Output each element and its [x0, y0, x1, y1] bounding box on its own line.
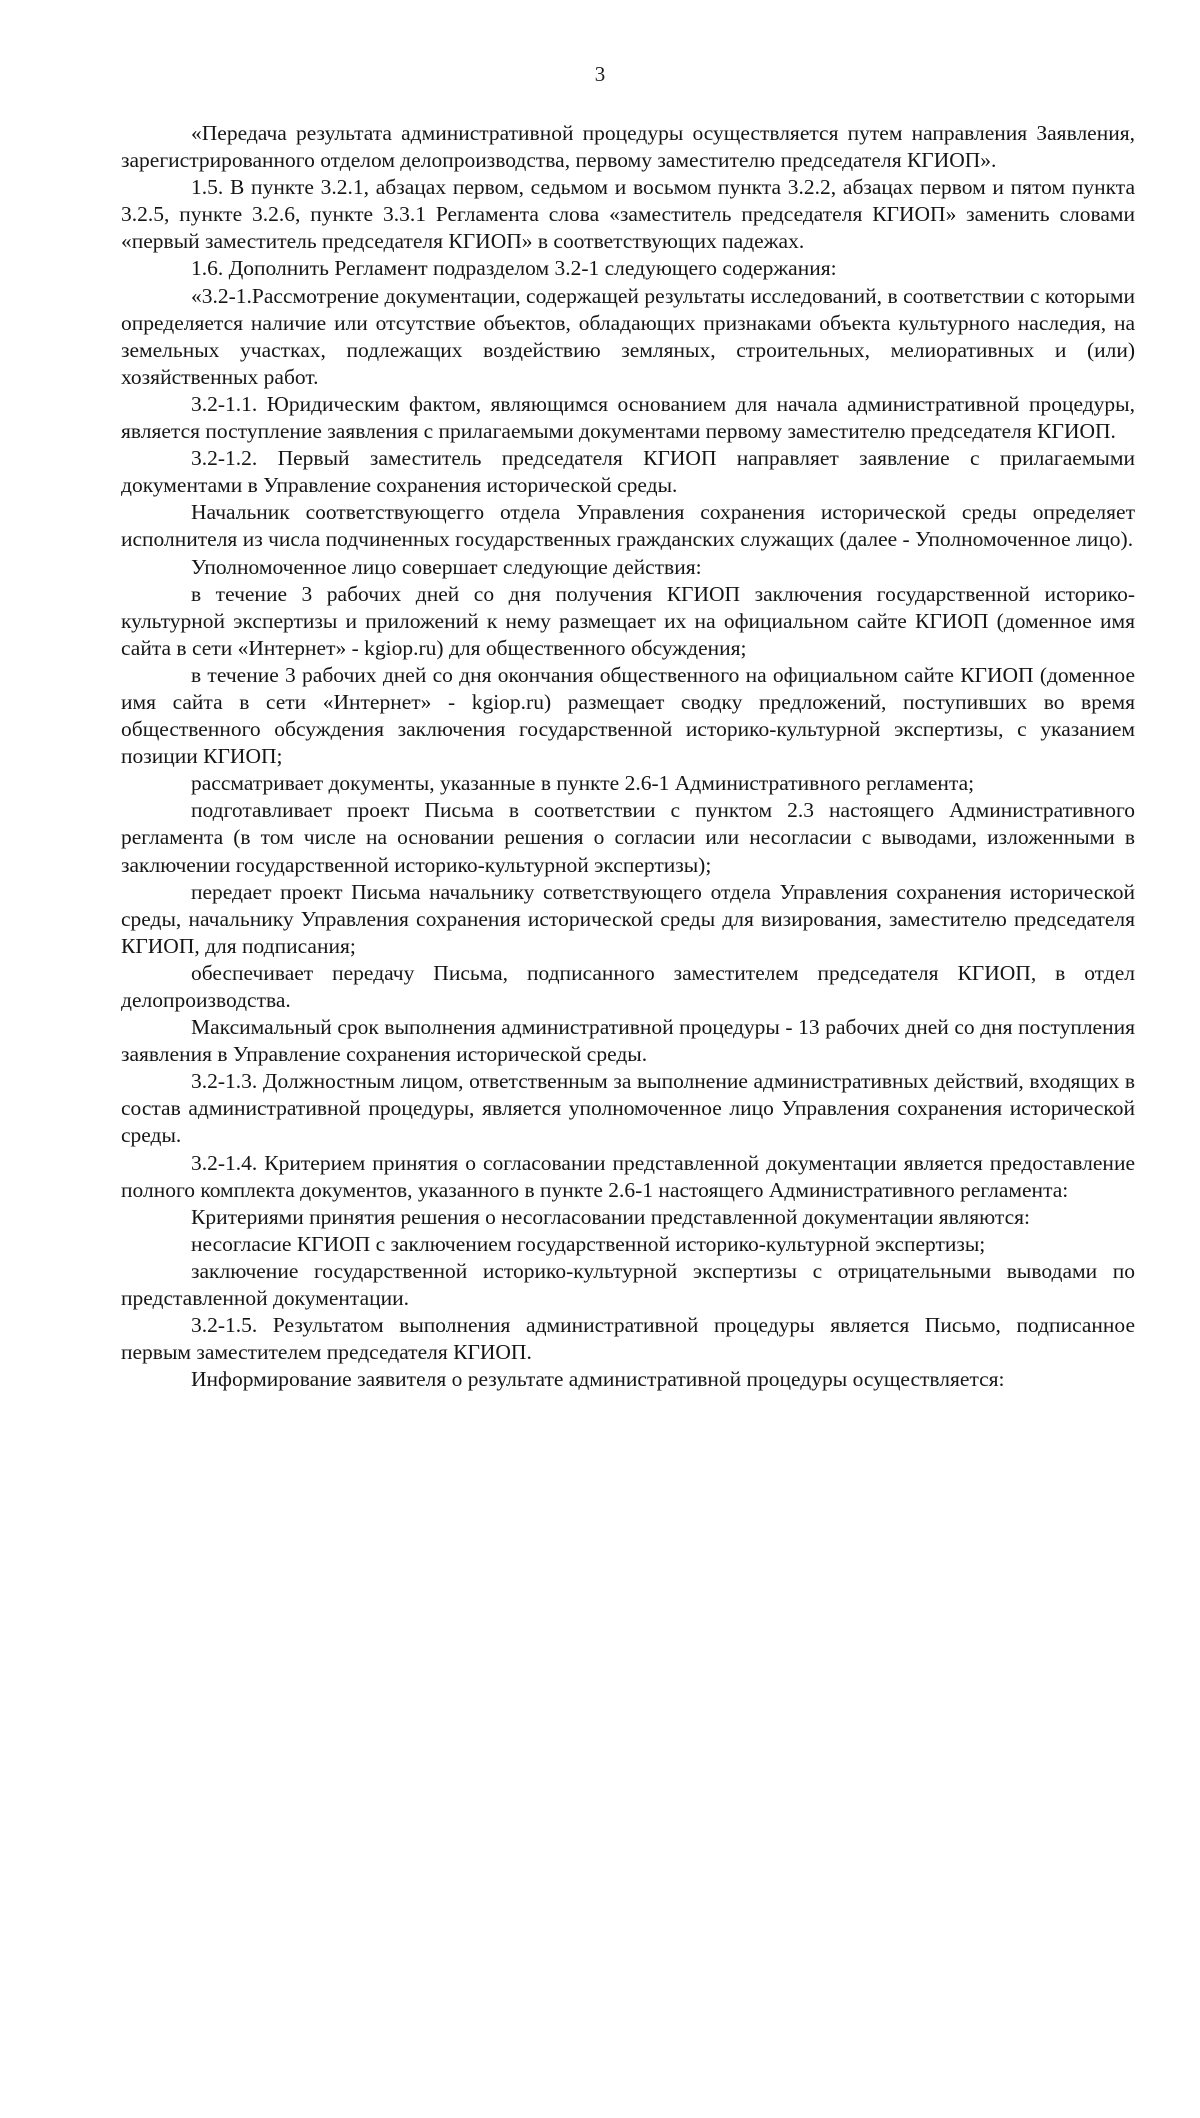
paragraph-1-6: 1.6. Дополнить Регламент подразделом 3.2-1 следующего содержания:: [191, 256, 837, 281]
paragraph-action-ensure-transfer: обеспечивает передачу Письма, подписанного заместителем председателя КГИОП, в отдел делопроизводства.: [121, 960, 1135, 1012]
paragraph-action-publish-summary: в течение 3 рабочих дней со дня окончания общественного на официальном сайте КГИОП (доменное имя сайта в сети «Интернет» - kgiop.ru) размещает сводку предложений, поступивших во время общественного обсуждения заключения государственной историко-культурной экспертизы, с указанием позиции КГИОП;: [121, 662, 1135, 769]
paragraph-department-head: Начальник соответствующегго отдела Управления сохранения исторической среды определяет исполнителя из числа подчиненных государственных гражданских служащих (далее - Уполномоченное лицо).: [121, 500, 1135, 552]
paragraph-3-2-1-4: 3.2-1.4. Критерием принятия о согласовании представленной документации является предоставление полного комплекта документов, указанного в пункте 2.6-1 настоящего Административного регламента:: [121, 1150, 1135, 1202]
paragraph-disagreement-criteria: Критериями принятия решения о несогласовании представленной документации являются:: [191, 1204, 1030, 1229]
paragraph-criterion-negative-conclusion: заключение государственной историко-культурной экспертизы с отрицательными выводами по представленной документации.: [121, 1258, 1135, 1311]
paragraph-3-2-1-2: 3.2-1.2. Первый заместитель председателя КГИОП направляет заявление с прилагаемыми документами в Управление сохранения исторической среды.: [121, 446, 1135, 498]
paragraph-action-review-documents: рассматривает документы, указанные в пункте 2.6-1 Административного регламента;: [191, 771, 975, 796]
paragraph-criterion-disagreement: несогласие КГИОП с заключением государственной историко-культурной экспертизы;: [191, 1231, 986, 1256]
paragraph-3-2-1-1: 3.2-1.1. Юридическим фактом, являющимся основанием для начала административной процедуры, является поступление заявления с прилагаемыми документами первому заместителю председателя КГИОП.: [121, 391, 1135, 444]
paragraph-action-prepare-letter: подготавливает проект Письма в соответствии с пунктом 2.3 настоящего Административного регламента (в том числе на основании решения о согласии или несогласии с выводами, изложенными в заключении государственной историко-культурной экспертизы);: [121, 798, 1135, 877]
paragraph-3-2-1-heading: «3.2-1.Рассмотрение документации, содержащей результаты исследований, в соответствии с которыми определяется наличие или отсутствие объектов, обладающих признаками объекта культурного наследия, на земельных участках, подлежащих воздействию земляных, строительных, мелиоративных и (или) хозяйственных работ.: [121, 283, 1135, 389]
page-number: 3: [594, 62, 606, 86]
paragraph-action-publish-conclusion: в течение 3 рабочих дней со дня получения КГИОП заключения государственной историко-культурной экспертизы и приложений к нему размещает их на официальном сайте КГИОП (доменное имя сайта в сети «Интернет» - kgiop.ru) для общественного обсуждения;: [121, 581, 1135, 660]
paragraph-action-transfer-draft: передает проект Письма начальнику сответствующего отдела Управления сохранения исторической среды, начальнику Управления сохранения исторической среды для визирования, заместителю председателя КГИОП, для подписания;: [121, 879, 1135, 958]
paragraph-transfer-result: «Передача результата административной процедуры осуществляется путем направления Заявления, зарегистрированного отделом делопроизводства, первому заместителю председателя КГИОП».: [121, 121, 1135, 173]
paragraph-3-2-1-5: 3.2-1.5. Результатом выполнения административной процедуры является Письмо, подписанное первым заместителем председателя КГИОП.: [121, 1313, 1135, 1365]
paragraph-1-5: 1.5. В пункте 3.2.1, абзацах первом, седьмом и восьмом пункта 3.2.2, абзацах первом и пятом пункта 3.2.5, пункте 3.2.6, пункте 3.3.1 Регламента слова «заместитель председателя КГИОП» заменить словами «первый заместитель председателя КГИОП» в соответствующих падежах.: [121, 175, 1135, 254]
paragraph-max-term: Максимальный срок выполнения административной процедуры - 13 рабочих дней со дня поступления заявления в Управление сохранения исторической среды.: [121, 1015, 1135, 1067]
paragraph-informing-applicant: Информирование заявителя о результате административной процедуры осуществляется:: [191, 1367, 1005, 1392]
paragraph-3-2-1-3: 3.2-1.3. Должностным лицом, ответственным за выполнение административных действий, входящих в состав административной процедуры, является уполномоченное лицо Управления сохранения исторической среды.: [121, 1069, 1135, 1148]
paragraph-authorized-person: Уполномоченное лицо совершает следующие действия:: [191, 554, 702, 579]
document-body: [121, 120, 1135, 1393]
